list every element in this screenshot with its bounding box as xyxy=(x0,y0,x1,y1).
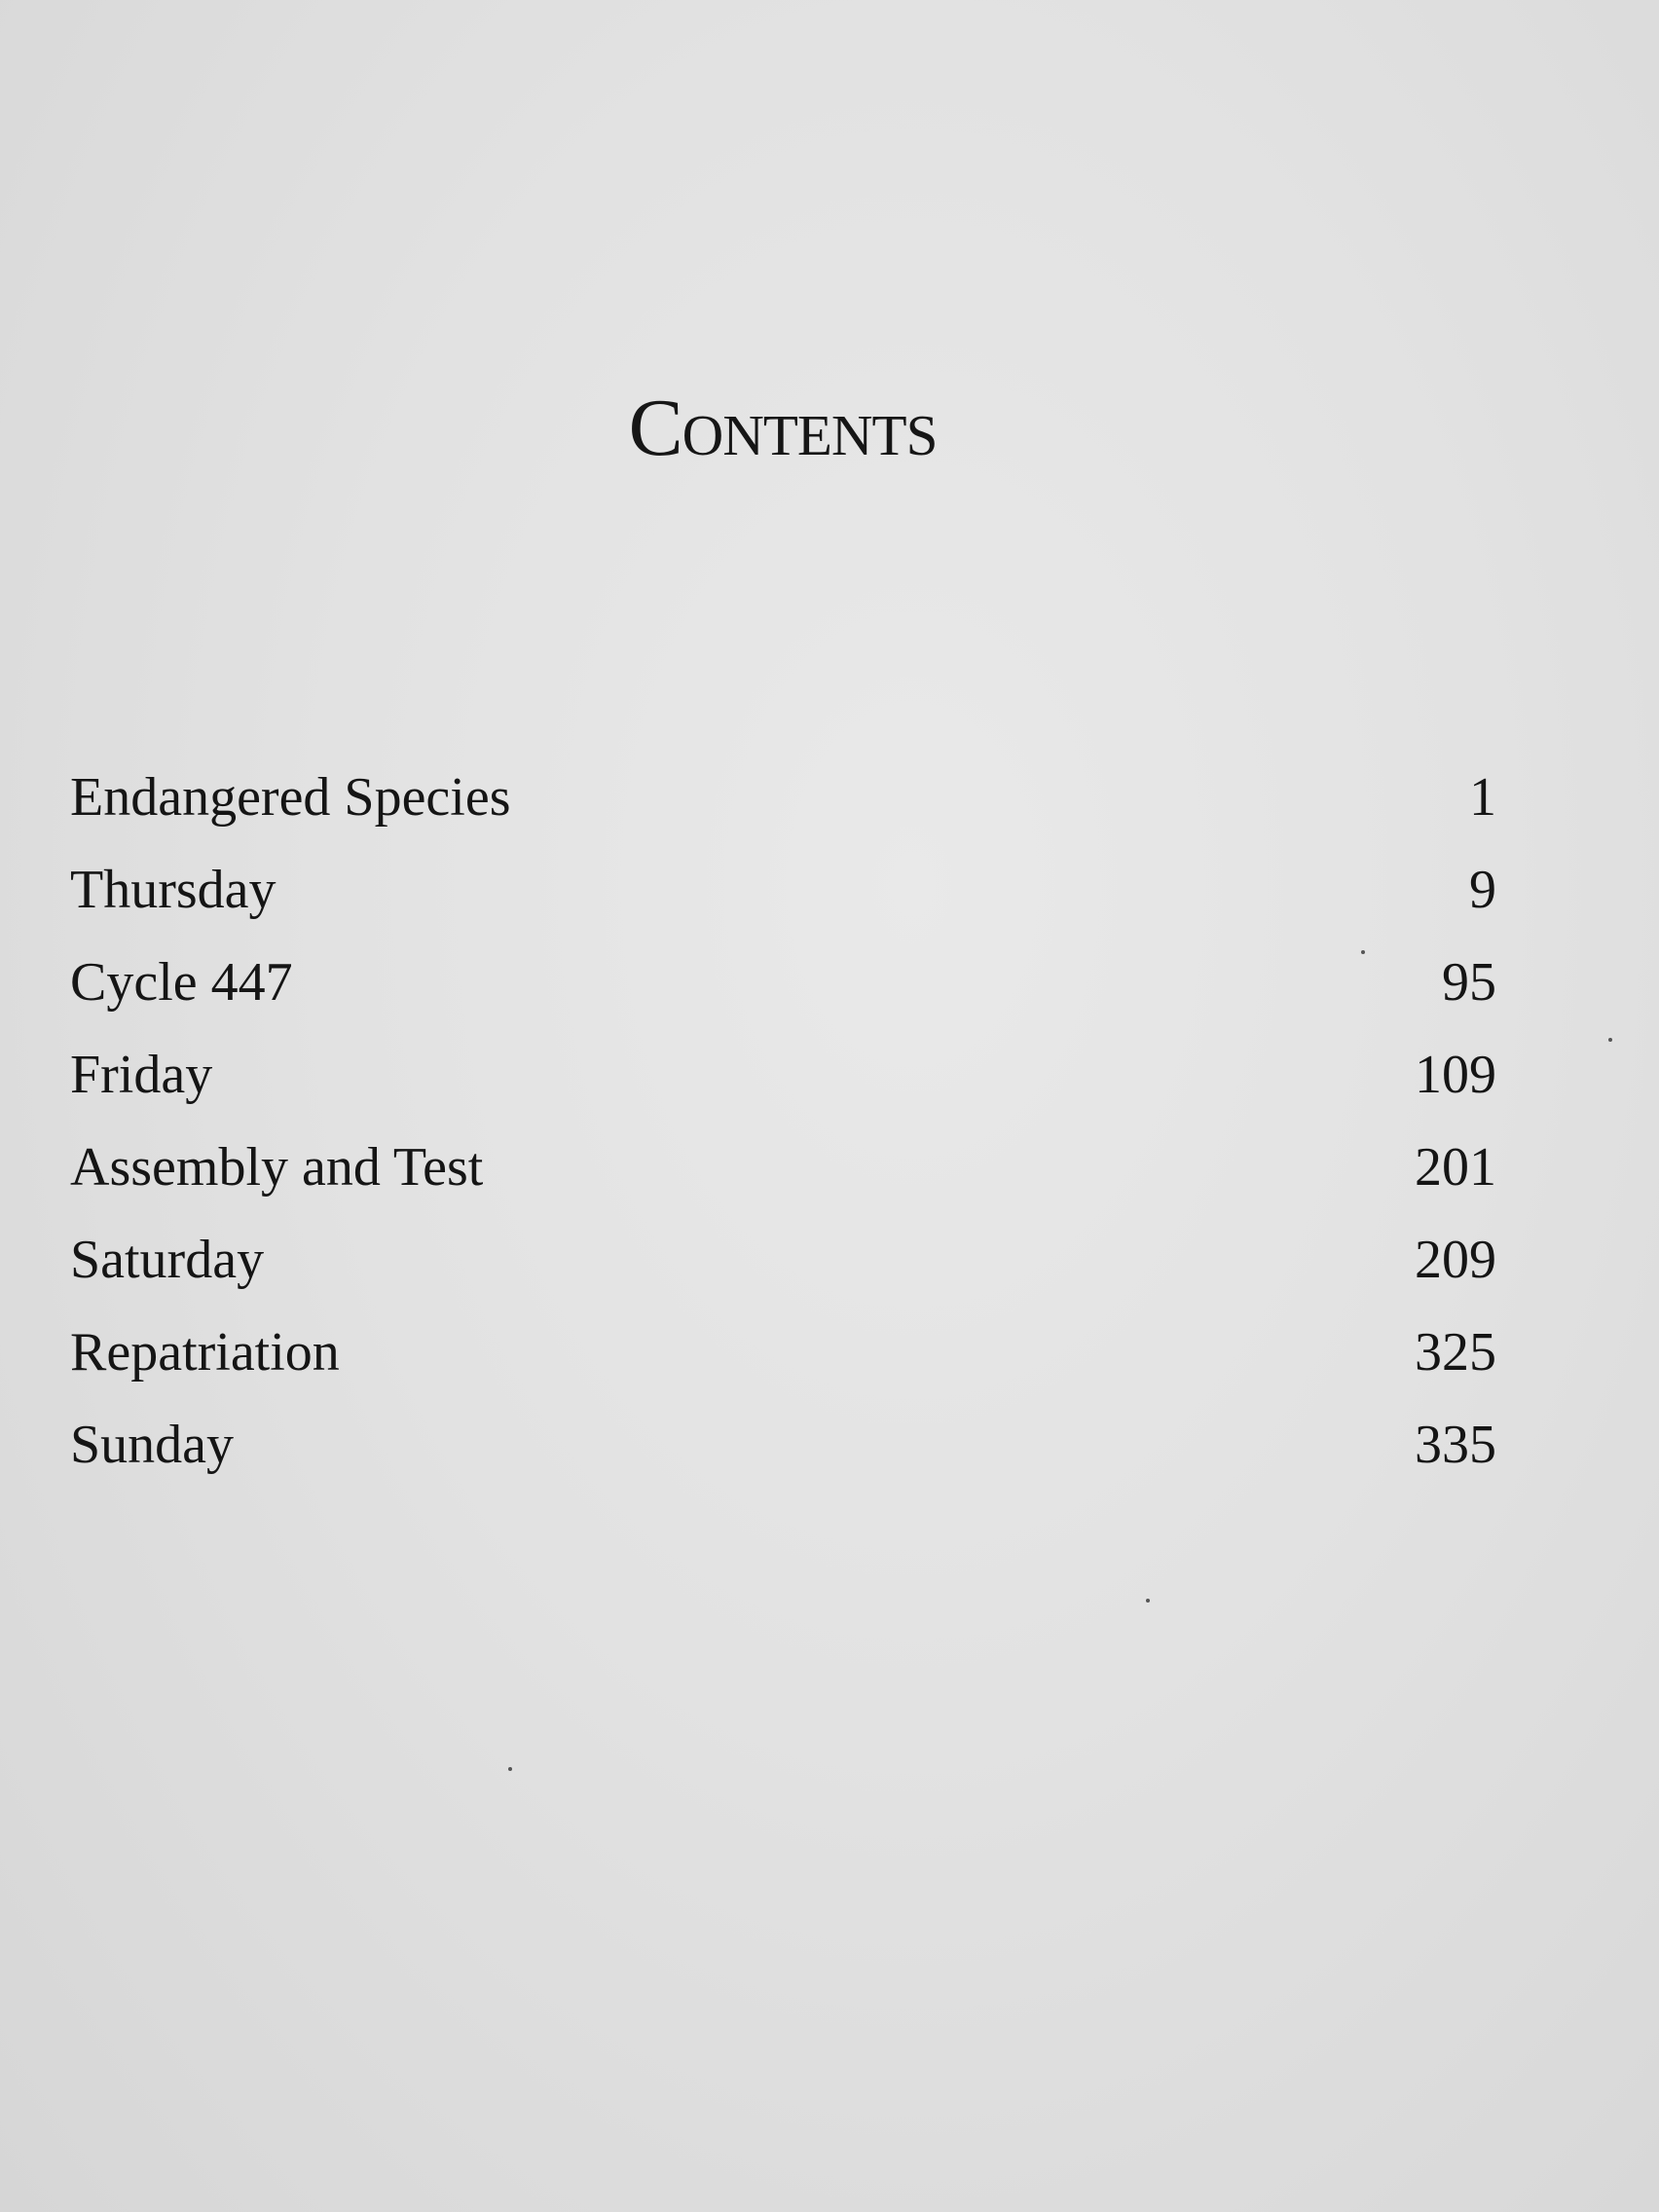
contents-heading: Contents xyxy=(628,383,938,473)
toc-entry xyxy=(70,937,1496,1029)
toc-entry xyxy=(70,1122,1496,1214)
paper-speck xyxy=(1361,950,1365,954)
page-number: 209 xyxy=(1415,1230,1496,1290)
page-number: 109 xyxy=(1415,1045,1496,1105)
page-number: 201 xyxy=(1415,1137,1496,1198)
page-number: 95 xyxy=(1442,952,1496,1013)
toc-entry xyxy=(70,1307,1496,1399)
paper-speck xyxy=(508,1767,512,1771)
chapter-title: Assembly and Test xyxy=(70,1137,484,1198)
toc-entry xyxy=(70,1399,1496,1492)
chapter-title: Thursday xyxy=(70,860,276,920)
chapter-title: Saturday xyxy=(70,1230,265,1290)
toc-entry xyxy=(70,1029,1496,1122)
chapter-title: Endangered Species xyxy=(70,767,511,828)
chapter-title: Cycle 447 xyxy=(70,952,293,1013)
page-number: 1 xyxy=(1469,767,1496,828)
paper-speck xyxy=(1146,1599,1150,1603)
table-of-contents xyxy=(70,752,1496,1492)
chapter-title: Sunday xyxy=(70,1415,234,1475)
toc-entry xyxy=(70,844,1496,937)
toc-entry xyxy=(70,752,1496,844)
chapter-title: Repatriation xyxy=(70,1322,340,1382)
page-number: 9 xyxy=(1469,860,1496,920)
toc-entry xyxy=(70,1214,1496,1307)
page-number: 325 xyxy=(1415,1322,1496,1382)
chapter-title: Friday xyxy=(70,1045,213,1105)
paper-speck xyxy=(1608,1038,1612,1042)
page-number: 335 xyxy=(1415,1415,1496,1475)
